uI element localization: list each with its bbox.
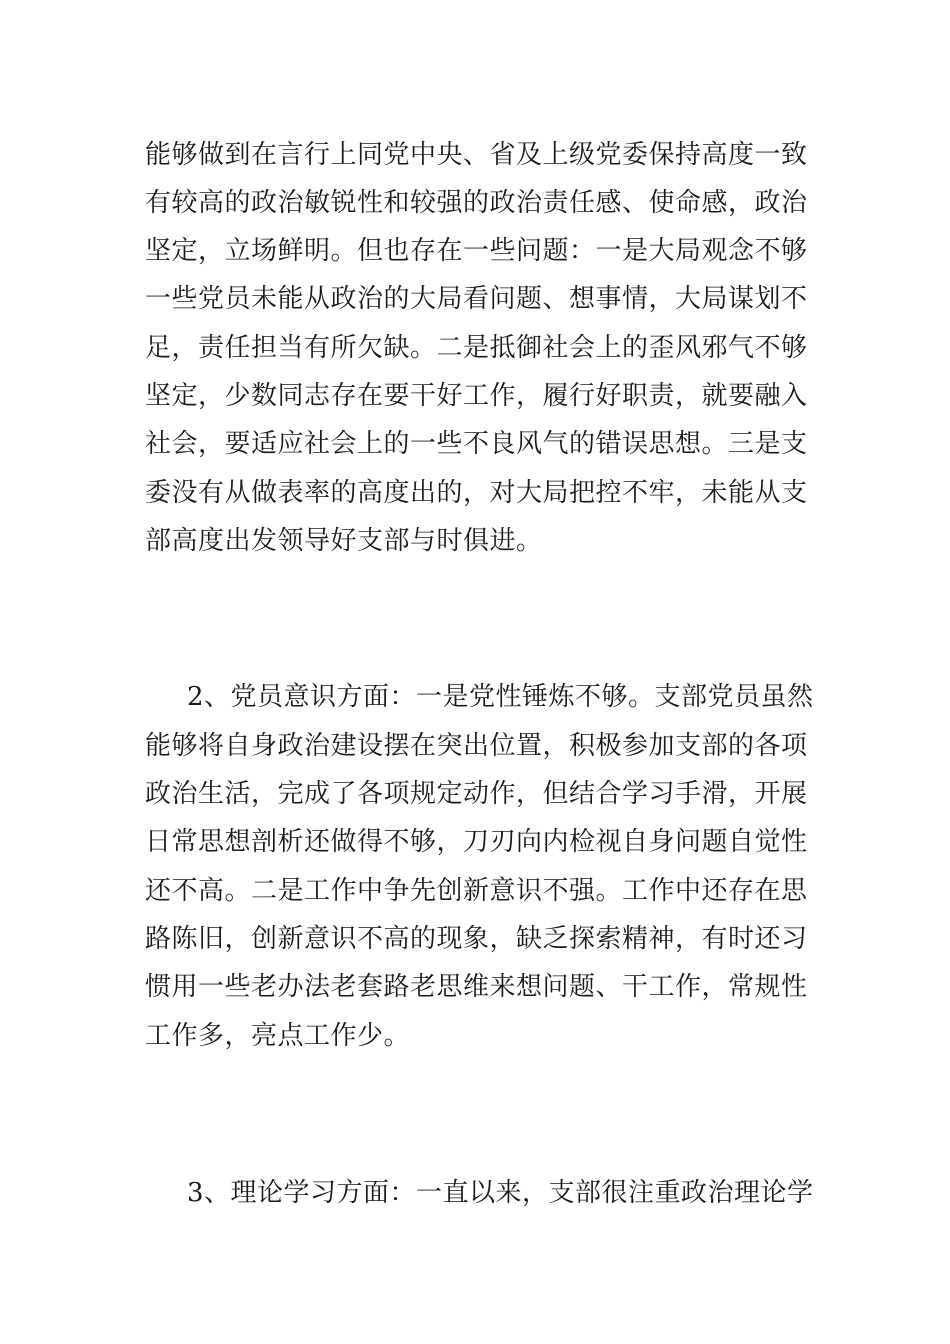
paragraph-2-line-7: 惯用一些老办法老套路老思维来想问题、干工作，常规性 bbox=[145, 972, 808, 1002]
paragraph-1-line-2: 有较高的政治敏锐性和较强的政治责任感、使命感，政治 bbox=[145, 188, 808, 218]
paragraph-3-line-1: 3、理论学习方面：一直以来，支部很注重政治理论学 bbox=[187, 1178, 814, 1208]
paragraph-1-line-7: 社会，要适应社会上的一些不良风气的错误思想。三是支 bbox=[145, 429, 808, 459]
paragraph-2-line-2: 能够将自身政治建设摆在突出位置，积极参加支部的各项 bbox=[145, 731, 808, 761]
paragraph-2-line-6: 路陈旧，创新意识不高的现象，缺乏探索精神，有时还习 bbox=[145, 924, 808, 954]
paragraph-2-line-4: 日常思想剖析还做得不够，刀刃向内检视自身问题自觉性 bbox=[145, 827, 808, 857]
paragraph-1-line-8: 委没有从做表率的高度出的，对大局把控不牢，未能从支 bbox=[145, 478, 808, 508]
paragraph-2-line-1: 2、党员意识方面：一是党性锤炼不够。支部党员虽然 bbox=[187, 682, 814, 712]
paragraph-2-line-8: 工作多，亮点工作少。 bbox=[145, 1021, 411, 1051]
paragraph-1-line-3: 坚定，立场鲜明。但也存在一些问题：一是大局观念不够 bbox=[145, 236, 808, 266]
paragraph-2-line-5: 还不高。二是工作中争先创新意识不强。工作中还存在思 bbox=[145, 876, 808, 906]
paragraph-1-line-1: 能够做到在言行上同党中央、省及上级党委保持高度一致 bbox=[145, 140, 808, 170]
paragraph-1-line-4: 一些党员未能从政治的大局看问题、想事情，大局谋划不 bbox=[145, 284, 808, 314]
paragraph-1-line-9: 部高度出发领导好支部与时俱进。 bbox=[145, 526, 543, 556]
paragraph-2-line-3: 政治生活，完成了各项规定动作，但结合学习手滑，开展 bbox=[145, 779, 808, 809]
paragraph-1-line-6: 坚定，少数同志存在要干好工作，履行好职责，就要融入 bbox=[145, 381, 808, 411]
paragraph-1-line-5: 足，责任担当有所欠缺。二是抵御社会上的歪风邪气不够 bbox=[145, 333, 808, 363]
